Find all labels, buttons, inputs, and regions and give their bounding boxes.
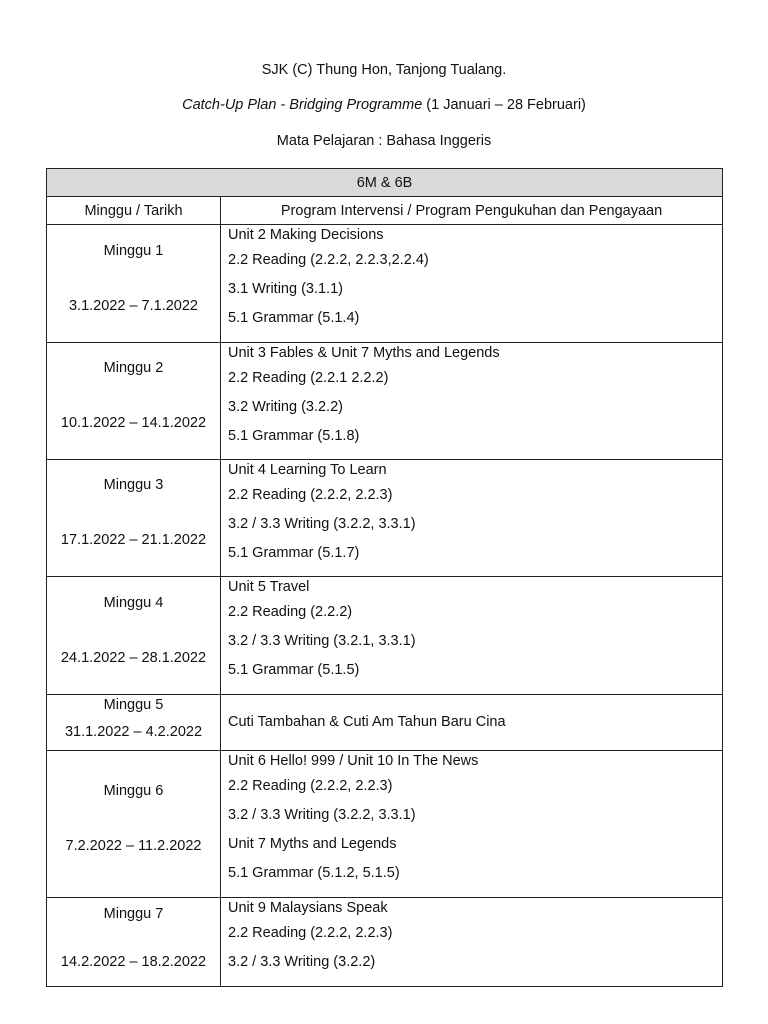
program-cell (221, 460, 723, 577)
week-cell (47, 751, 221, 898)
col-header-program: Program Intervensi / Program Pengukuhan dan Pengayaan (221, 197, 723, 225)
week-cell (47, 898, 221, 987)
col-header-week: Minggu / Tarikh (47, 197, 221, 225)
week-dates: 7.2.2022 – 11.2.2022 (65, 838, 202, 854)
week-dates: 17.1.2022 – 21.1.2022 (60, 532, 207, 548)
program-item: 5.1 Grammar (5.1.2, 5.1.5) (228, 865, 400, 881)
program-item: 2.2 Reading (2.2.2, 2.2.3) (228, 778, 393, 794)
program-item: 2.2 Reading (2.2.2, 2.2.3,2.2.4) (228, 252, 429, 268)
program-cell (221, 343, 723, 460)
week-cell (47, 343, 221, 460)
table-row (47, 751, 723, 898)
program-item: 3.2 / 3.3 Writing (3.2.1, 3.3.1) (228, 633, 416, 649)
program-cell (221, 751, 723, 898)
week-label: Minggu 4 (103, 595, 164, 611)
plan-dates: (1 Januari – 28 Februari) (422, 97, 586, 113)
week-dates: 24.1.2022 – 28.1.2022 (60, 650, 207, 666)
table-row (47, 460, 723, 577)
table-row (47, 695, 723, 751)
program-cell (221, 225, 723, 343)
program-item: Unit 3 Fables & Unit 7 Myths and Legends (228, 345, 500, 361)
week-dates: 10.1.2022 – 14.1.2022 (60, 415, 207, 431)
program-item: Unit 2 Making Decisions (228, 227, 384, 243)
week-dates: 3.1.2022 – 7.1.2022 (68, 298, 198, 314)
program-item: Unit 6 Hello! 999 / Unit 10 In The News (228, 753, 479, 769)
program-item: 3.2 / 3.3 Writing (3.2.2, 3.3.1) (228, 516, 416, 532)
program-item: Unit 7 Myths and Legends (228, 836, 397, 852)
program-cell (221, 898, 723, 987)
week-label: Minggu 7 (103, 906, 164, 922)
program-item: Cuti Tambahan & Cuti Am Tahun Baru Cina (228, 714, 506, 730)
table-row (47, 898, 723, 987)
program-item: Unit 5 Travel (228, 579, 310, 595)
table-row (47, 225, 723, 343)
subject-line: Mata Pelajaran : Bahasa Inggeris (276, 133, 492, 149)
plan-title (0, 97, 768, 113)
class-label: 6M & 6B (47, 169, 723, 197)
program-item: 2.2 Reading (2.2.2, 2.2.3) (228, 487, 393, 503)
program-cell (221, 577, 723, 695)
table-row (47, 343, 723, 460)
plan-title-italic: Catch-Up Plan - Bridging Programme (182, 97, 423, 113)
week-label: Minggu 2 (103, 360, 164, 376)
program-item: 5.1 Grammar (5.1.8) (228, 428, 360, 444)
week-cell (47, 225, 221, 343)
program-item: 3.2 Writing (3.2.2) (228, 399, 343, 415)
program-item: 2.2 Reading (2.2.1 2.2.2) (228, 370, 389, 386)
week-label: Minggu 5 (103, 697, 164, 713)
program-item: 3.2 / 3.3 Writing (3.2.2, 3.3.1) (228, 807, 416, 823)
week-label: Minggu 1 (103, 243, 164, 259)
week-dates: 14.2.2022 – 18.2.2022 (60, 954, 207, 970)
week-cell (47, 460, 221, 577)
school-name: SJK (C) Thung Hon, Tanjong Tualang. (261, 62, 507, 78)
program-item: 2.2 Reading (2.2.2, 2.2.3) (228, 925, 393, 941)
program-item: Unit 4 Learning To Learn (228, 462, 387, 478)
week-dates: 31.1.2022 – 4.2.2022 (64, 724, 203, 740)
plan-table (46, 168, 723, 987)
program-item: 3.1 Writing (3.1.1) (228, 281, 343, 297)
table-row (47, 577, 723, 695)
week-cell (47, 577, 221, 695)
week-label: Minggu 3 (103, 477, 164, 493)
week-label: Minggu 6 (103, 783, 164, 799)
program-item: Unit 9 Malaysians Speak (228, 900, 388, 916)
program-item: 5.1 Grammar (5.1.7) (228, 545, 360, 561)
program-cell (221, 695, 723, 751)
program-item: 2.2 Reading (2.2.2) (228, 604, 353, 620)
table-body (47, 225, 723, 987)
week-cell (47, 695, 221, 751)
program-item: 3.2 / 3.3 Writing (3.2.2) (228, 954, 376, 970)
program-item: 5.1 Grammar (5.1.5) (228, 662, 360, 678)
program-item: 5.1 Grammar (5.1.4) (228, 310, 360, 326)
